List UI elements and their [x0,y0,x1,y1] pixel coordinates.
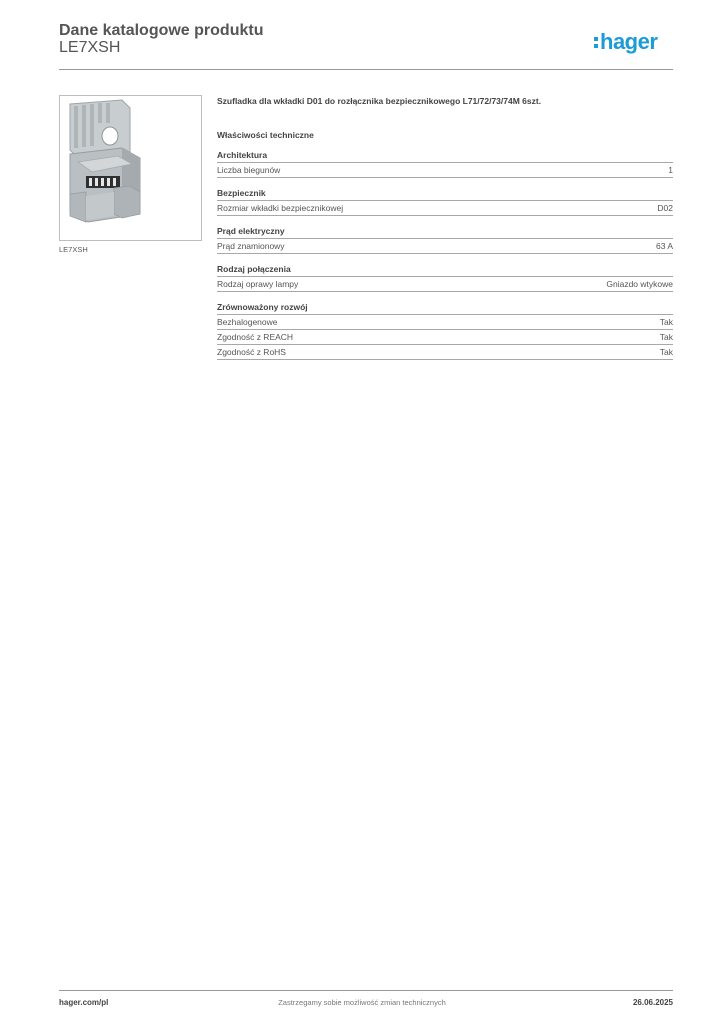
product-image-caption: LE7XSH [59,245,88,254]
spec-row [217,239,673,254]
spec-value: 1 [668,165,673,175]
spec-label: Zgodność z RoHS [217,347,286,357]
footer-disclaimer: Zastrzegamy sobie możliwość zmian technicznych [278,998,446,1007]
spec-value: D02 [657,203,673,213]
header-divider [59,69,673,70]
spec-row [217,163,673,178]
spec-group-title: Bezpiecznik [217,188,673,201]
hager-logo [594,28,674,56]
spec-label: Prąd znamionowy [217,241,285,251]
spec-value: Tak [659,317,673,327]
spec-group-title: Rodzaj połączenia [217,264,673,277]
product-code: LE7XSH [59,39,121,56]
logo-dot-bottom [594,44,598,48]
spec-value: Gniazdo wtykowe [606,279,673,289]
spec-label: Rozmiar wkładki bezpiecznikowej [217,203,344,213]
spec-row [217,345,673,360]
spec-row [217,315,673,330]
spec-group-sustainability [217,302,673,360]
spec-group-connection [217,264,673,292]
spec-group-fuse [217,188,673,216]
spec-row [217,201,673,216]
spec-value: Tak [659,332,673,342]
spec-label: Bezhalogenowe [217,317,278,327]
spec-row [217,277,673,292]
spec-value: Tak [659,347,673,357]
fuse-drawer-product-image [60,96,201,240]
technical-properties-heading: Właściwości techniczne [217,130,314,140]
product-image-frame [59,95,202,241]
spec-group-title: Prąd elektryczny [217,226,673,239]
spec-label: Rodzaj oprawy lampy [217,279,299,289]
spec-label: Liczba biegunów [217,165,281,175]
footer-date: 26.06.2025 [632,998,673,1007]
spec-group-title: Architektura [217,150,673,163]
footer-divider [59,990,673,991]
spec-value: 63 A [655,241,673,251]
spec-group-current [217,226,673,254]
spec-group-title: Zrównoważony rozwój [217,302,673,315]
spec-label: Zgodność z REACH [217,332,294,342]
logo-text: hager [600,29,658,54]
product-description: Szufladka dla wkładki D01 do rozłącznika bezpiecznikowego L71/72/73/74M 6szt. [217,96,542,106]
footer-website-link[interactable]: hager.com/pl [59,998,109,1007]
logo-dot-top [594,37,598,41]
spec-group-architecture [217,150,673,178]
spec-row [217,330,673,345]
product-details [217,96,673,360]
page-title: Dane katalogowe produktu [59,22,264,39]
